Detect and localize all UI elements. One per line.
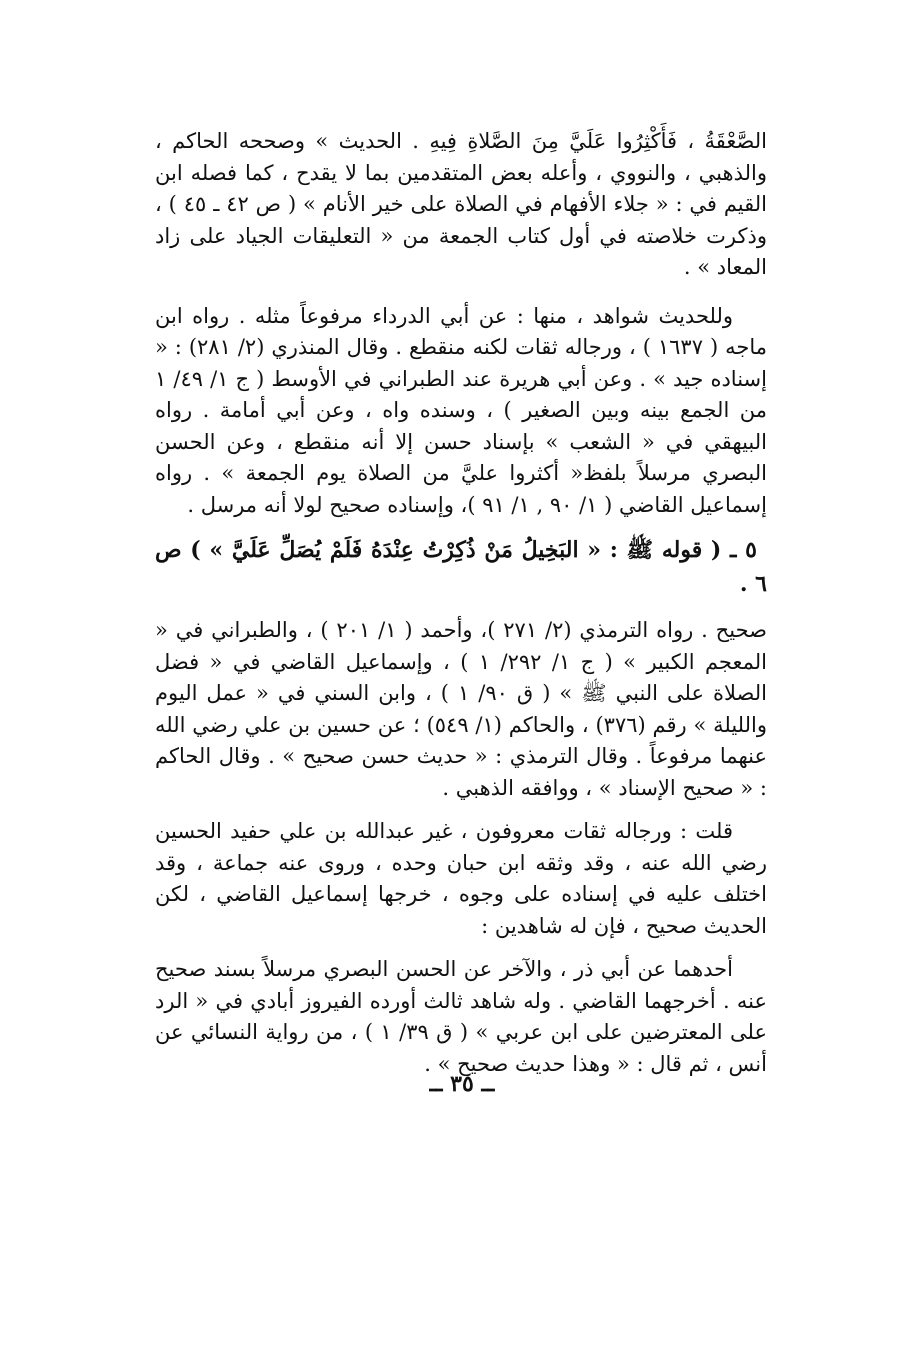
paragraph-hadith-text: الصَّعْقَةُ ، فَأَكْثِرُوا عَلَيَّ مِنَ الصَّلاةِ فِيهِ . الحديث » وصححه الحاكم ، والذهبي ، والنووي ، وأعله بعض المتقدمين بما لا يقدح ، كما فصله ابن القيم في : « جلاء الأفهام في الصلاة على خير الأنام » ( ص ٤٢ ـ ٤٥ ) ، وذكرت خلاصته في أول كتاب الجمعة من « التعليقات الجياد على زاد المعاد » . <box>155 129 767 279</box>
page-number: ــ ٣٥ ــ <box>429 1071 495 1097</box>
section-heading-hadith-5: ٥ ـ ( قوله ﷺ : « البَخِيلُ مَنْ ذُكِرْتُ عِنْدَهُ فَلَمْ يُصَلِّ عَلَيَّ » ) ص ٦ . <box>155 537 767 597</box>
paragraph-grading: صحيح . رواه الترمذي (٢/ ٢٧١ )، وأحمد ( ١/ ٢٠١ ) ، والطبراني في « المعجم الكبير » ( ج ١/ ٢٩٢/ ١ ) ، وإسماعيل القاضي في « فضل الصلاة على النبي ﷺ » ( ق ٩٠/ ١ ) ، وابن السني في « عمل اليوم والليلة » رقم (٣٧٦) ، والحاكم (١/ ٥٤٩) ؛ عن حسين بن علي رضي الله عنهما مرفوعاً . وقال الترمذي : « حديث حسن صحيح » . وقال الحاكم : « صحيح الإسناد » ، ووافقه الذهبي . <box>155 618 767 800</box>
paragraph-supporting-narrations: وللحديث شواهد ، منها : عن أبي الدرداء مرفوعاً مثله . رواه ابن ماجه ( ١٦٣٧ ) ، ورجاله ثقات لكنه منقطع . وقال المنذري (٢/ ٢٨١) : « إسناده جيد » . وعن أبي هريرة عند الطبراني في الأوسط ( ج ١/ ٤٩/ ١ من الجمع بينه وبين الصغير ) ، وسنده واه ، وعن أبي أمامة . رواه البيهقي في « الشعب » بإسناد حسن إلا أنه منقطع ، وعن الحسن البصري مرسلاً بلفظ« أكثروا عليَّ من الصلاة يوم الجمعة » . رواه إسماعيل القاضي ( ١/ ٩٠ , ١/ ٩١ )، وإسناده صحيح لولا أنه مرسل . <box>155 303 767 517</box>
paragraph-witnesses: أحدهما عن أبي ذر ، والآخر عن الحسن البصري مرسلاً بسند صحيح عنه . أخرجهما القاضي . وله شاهد ثالث أورده الفيروز أبادي في « الرد على المعترضين على ابن عربي » ( ق ٣٩/ ١ ) ، من رواية النسائي عن أنس ، ثم قال : « وهذا حديث صحيح » . <box>155 957 767 1076</box>
page-body <box>155 126 767 1092</box>
paragraph-author-note: قلت : ورجاله ثقات معروفون ، غير عبدالله بن علي حفيد الحسين رضي الله عنه ، وقد وثقه ابن حبان وحده ، وروى عنه جماعة ، وقد اختلف عليه في إسناده على وجوه ، خرجها إسماعيل القاضي ، لكن الحديث صحيح ، فإن له شاهدين : <box>155 819 767 938</box>
